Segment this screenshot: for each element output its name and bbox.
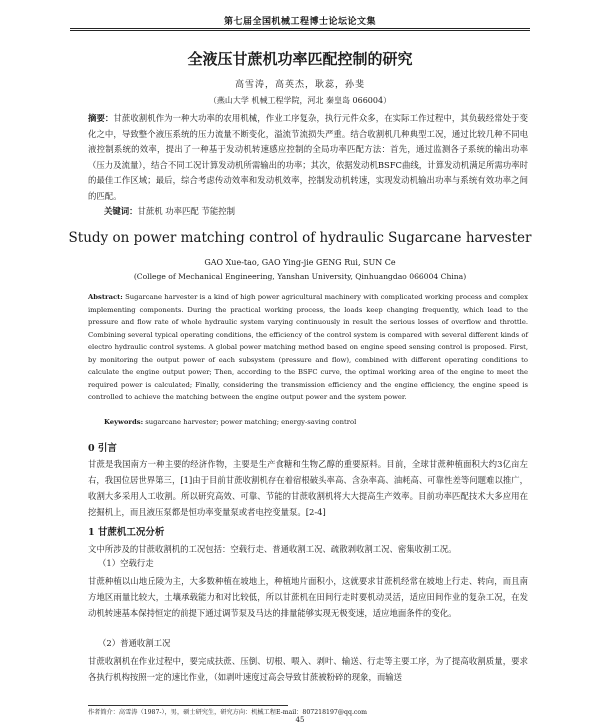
section-heading-intro: 0 引言 [88, 443, 117, 454]
authors-cn: 高雪涛，高英杰，耿蕊，孙斐 [234, 80, 365, 90]
authors-en: GAO Xue-tao, GAO Ying-jie GENG Rui, SUN Ce [204, 258, 396, 267]
keywords-cn-label: 关键词： [104, 206, 138, 216]
running-header: 第七届全国机械工程博士论坛论文集 [223, 17, 376, 27]
abstract-en-label: Abstract: [88, 293, 123, 301]
intro-paragraph: 甘蔗是我国南方一种主要的经济作物，主要是生产食糖和生物乙醇的重要原料。目前，全球甘蔗种植面积大约3亿亩左右，我国位居世界第三，[1]由于目前甘蔗收割机存在着宿根破头率高、含杂率高、油耗高、可靠性差等问题难以推广，收割大多采用人工收割。所以研究高效、可靠、节能的甘蔗收割机将大大提高生产效率。目前功率匹配技术大多应用在挖掘机上，而且液压泵都是恒功率变量泵或者电控变量泵。[2-4] [88, 459, 528, 517]
abstract-cn [88, 111, 528, 204]
abstract-cn-label: 摘要： [88, 113, 114, 123]
footnote-rule [88, 705, 288, 706]
keywords-en-text: sugarcane harvester; power matching; energy-saving control [145, 418, 357, 426]
keywords-en-label: Keywords: [104, 418, 144, 426]
section-heading-1: 1 甘蔗机工况分析 [88, 527, 165, 538]
subsection-2-paragraph: 甘蔗收割机在作业过程中，要完成扶蔗、压倒、切根、喂入、剥叶、输送、行走等主要工序，为了提高收割质量，要求各执行机构按照一定的速比作业，（如剥叶速度过高会导致甘蔗被粉碎的现象，而输送 [88, 656, 528, 682]
section-1-intro: 文中所涉及的甘蔗收割机的工况包括：空载行走、普通收割工况、疏散剥收割工况、密集收割工况。 [88, 544, 457, 554]
paper-title-cn: 全液压甘蔗机功率匹配控制的研究 [187, 50, 413, 68]
header-rule [70, 28, 530, 31]
paper-title-en: Study on power matching control of hydraulic Sugarcane harvester [68, 230, 532, 246]
subsection-heading-2: （2）普通收割工况 [98, 638, 171, 648]
abstract-en [88, 291, 528, 404]
affiliation-cn: （燕山大学 机械工程学院，河北 秦皇岛 066004） [208, 96, 392, 105]
author-footnote: 作者简介：高雪涛（1987-），男，硕士研究生，研究方向：机械工程E-mail：807218197@qq.com [88, 709, 367, 716]
keywords-en [104, 418, 524, 426]
subsection-1-paragraph: 甘蔗种植以山地丘陵为主，大多数种植在坡地上，种植地片面积小，这就要求甘蔗机经常在坡地上行走、转向，而且南方地区雨量比较大，土壤承载能力和对比较低，所以甘蔗机在田间行走时要机动灵活，适应田间作业的复杂工况，在发动机转速基本保持恒定的前提下通过调节泵及马达的排量能够实现无极变速，适应地面条件的变化。 [88, 576, 528, 618]
abstract-cn-text: 甘蔗收割机作为一种大功率的农用机械，作业工序复杂，执行元件众多，在实际工作过程中，其负载经常处于变化之中，导致整个液压系统的压力流量不断变化，溢流节流损失严重。结合收割机几种典型工况，通过比较几种不同电液控制系统的效率，提出了一种基于发动机转速感应控制的全局功率匹配方法：首先，通过监测各子系统的输出功率（压力及流量），结合不同工况计算发动机所需输出的功率；其次，依据发动机BSFC曲线，计算发动机满足所需功率时的最佳工作区域；最后，综合考虑传动效率和发动机效率，控制发动机转速，实现发动机输出功率与系统有效功率之间的匹配。 [88, 113, 528, 201]
affiliation-en: (College of Mechanical Engineering, Yanshan University, Qinhuangdao 066004 China) [133, 272, 467, 281]
subsection-heading-1: （1）空载行走 [98, 558, 154, 568]
keywords-cn-text: 甘蔗机 功率匹配 节能控制 [137, 206, 235, 216]
keywords-cn [104, 205, 524, 217]
abstract-en-text: Sugarcane harvester is a kind of high power agricultural machinery with complicated working process and complex implementing components. During the practical working process, the loads keep changing frequently, which lead to the pressure and flow rate of whole hydraulic system varying continuously in result the serious losses of overflow and throttle. Combining several typical operating conditions, the efficiency of the control system is compared with several different kinds of electro hydraulic control systems. A global power matching method based on engine speed sensing control is proposed. First, by monitoring the output power of each subsystem (pressure and flow), combined with different operating conditions to calculate the engine output power; Then, according to the BSFC curve, the optimal working area of the engine to meet the required power is calculated; Finally, considering the transmission efficiency and the engine efficiency, the engine speed is controlled to achieve the matching between the engine output power and the system power. [88, 293, 528, 401]
page-number: 45 [295, 716, 305, 724]
